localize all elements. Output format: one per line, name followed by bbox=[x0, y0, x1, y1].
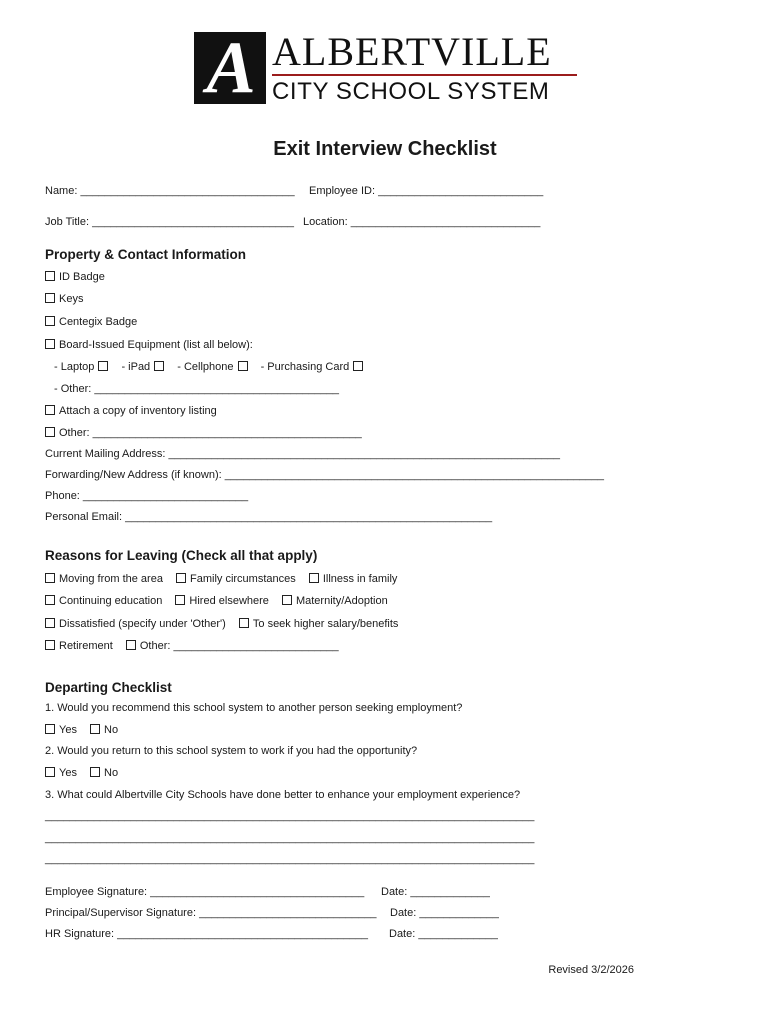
checkbox[interactable] bbox=[45, 427, 55, 437]
reason-maternity: Maternity/Adoption bbox=[295, 595, 388, 607]
hr-date-field[interactable]: Date: _____________ bbox=[389, 928, 498, 940]
hr-signature-field[interactable]: HR Signature: _________________________________________ bbox=[45, 928, 368, 940]
checkbox[interactable] bbox=[45, 595, 55, 605]
equipment-row bbox=[54, 360, 363, 374]
centegix-item[interactable] bbox=[45, 315, 137, 329]
checkbox[interactable] bbox=[45, 640, 55, 650]
cellphone-label: - Cellphone bbox=[177, 361, 234, 373]
question-2-answers bbox=[45, 766, 118, 780]
other-equipment-field[interactable]: - Other: ________________________________________ bbox=[54, 383, 340, 395]
logo-bottom-text: CITY SCHOOL SYSTEM bbox=[272, 78, 550, 105]
revised-date: Revised 3/2/2026 bbox=[548, 964, 634, 976]
checkbox[interactable] bbox=[239, 618, 249, 628]
page-title: Exit Interview Checklist bbox=[273, 138, 497, 160]
reason-other: Other: ___________________________ bbox=[139, 640, 339, 652]
laptop-checkbox[interactable] bbox=[98, 361, 108, 371]
question-1-answers bbox=[45, 723, 118, 737]
principal-date-field[interactable]: Date: _____________ bbox=[390, 907, 499, 919]
forwarding-address-field[interactable]: Forwarding/New Address (if known): ______________________________________________________________ bbox=[45, 469, 605, 481]
logo-letter: A bbox=[206, 27, 256, 109]
checkbox-label: Centegix Badge bbox=[59, 316, 138, 328]
ipad-label: - iPad bbox=[121, 361, 151, 373]
checkbox[interactable] bbox=[45, 405, 55, 415]
phone-field[interactable]: Phone: ___________________________ bbox=[45, 490, 249, 502]
checkbox[interactable] bbox=[126, 640, 136, 650]
checkbox[interactable] bbox=[309, 573, 319, 583]
yes-checkbox[interactable] bbox=[45, 724, 55, 734]
keys-item[interactable] bbox=[45, 292, 83, 306]
employee-id-field[interactable]: Employee ID: ___________________________ bbox=[309, 185, 544, 197]
purchasing-card-checkbox[interactable] bbox=[353, 361, 363, 371]
property-other-item[interactable] bbox=[45, 426, 362, 440]
checkbox-label: Attach a copy of inventory listing bbox=[59, 405, 217, 417]
checkbox[interactable] bbox=[45, 573, 55, 583]
question-1: 1. Would you recommend this school system to another person seeking employment? bbox=[45, 702, 463, 714]
albertville-logo bbox=[194, 27, 584, 109]
checkbox[interactable] bbox=[176, 573, 186, 583]
property-heading: Property & Contact Information bbox=[45, 247, 247, 262]
yes-label: Yes bbox=[59, 724, 77, 736]
checkbox-label: ID Badge bbox=[59, 271, 105, 283]
answer-line[interactable]: ________________________________________________________________________________ bbox=[45, 832, 535, 844]
reasons-row-4 bbox=[45, 639, 339, 653]
checkbox-label: Keys bbox=[59, 293, 84, 305]
yes-checkbox[interactable] bbox=[45, 767, 55, 777]
reasons-row-1 bbox=[45, 572, 397, 586]
reason-illness: Illness in family bbox=[322, 573, 398, 585]
checkbox[interactable] bbox=[45, 316, 55, 326]
location-field[interactable]: Location: _______________________________ bbox=[303, 216, 541, 228]
reasons-heading: Reasons for Leaving (Check all that apply) bbox=[45, 548, 318, 563]
reason-salary: To seek higher salary/benefits bbox=[252, 618, 399, 630]
no-checkbox[interactable] bbox=[90, 767, 100, 777]
reason-moving: Moving from the area bbox=[59, 573, 163, 585]
checkbox-label: Board-Issued Equipment (list all below): bbox=[59, 339, 253, 351]
departing-heading: Departing Checklist bbox=[45, 680, 172, 695]
reasons-row-2 bbox=[45, 594, 388, 608]
laptop-label: - Laptop bbox=[54, 361, 95, 373]
checkbox[interactable] bbox=[45, 293, 55, 303]
checkbox[interactable] bbox=[45, 271, 55, 281]
answer-line[interactable]: ________________________________________________________________________________ bbox=[45, 853, 535, 865]
mailing-address-field[interactable]: Current Mailing Address: ________________________________________________________________ bbox=[45, 448, 561, 460]
cellphone-checkbox[interactable] bbox=[238, 361, 248, 371]
board-equipment-item[interactable] bbox=[45, 338, 253, 352]
reason-retirement: Retirement bbox=[59, 640, 113, 652]
reason-family: Family circumstances bbox=[190, 573, 296, 585]
reason-dissatisfied: Dissatisfied (specify under 'Other') bbox=[59, 618, 226, 630]
ipad-checkbox[interactable] bbox=[154, 361, 164, 371]
reason-education: Continuing education bbox=[59, 595, 163, 607]
no-label: No bbox=[104, 724, 119, 736]
employee-signature-field[interactable]: Employee Signature: ___________________________________ bbox=[45, 886, 365, 898]
job-title-field[interactable]: Job Title: _________________________________ bbox=[45, 216, 294, 228]
reason-hired: Hired elsewhere bbox=[189, 595, 269, 607]
inventory-item[interactable] bbox=[45, 404, 217, 418]
checkbox[interactable] bbox=[282, 595, 292, 605]
checkbox[interactable] bbox=[45, 339, 55, 349]
personal-email-field[interactable]: Personal Email: ____________________________________________________________ bbox=[45, 511, 493, 523]
question-2: 2. Would you return to this school system to work if you had the opportunity? bbox=[45, 745, 418, 757]
answer-line[interactable]: ________________________________________________________________________________ bbox=[45, 810, 535, 822]
checkbox-label: Other: ____________________________________________ bbox=[59, 427, 362, 439]
no-checkbox[interactable] bbox=[90, 724, 100, 734]
logo-mark bbox=[194, 27, 266, 109]
logo-divider bbox=[272, 74, 577, 76]
checkbox[interactable] bbox=[45, 618, 55, 628]
checkbox[interactable] bbox=[175, 595, 185, 605]
question-3: 3. What could Albertville City Schools have done better to enhance your employment experience? bbox=[45, 789, 521, 801]
yes-label: Yes bbox=[59, 767, 77, 779]
no-label: No bbox=[104, 767, 119, 779]
employee-date-field[interactable]: Date: _____________ bbox=[381, 886, 490, 898]
purchasing-card-label: - Purchasing Card bbox=[260, 361, 350, 373]
principal-signature-field[interactable]: Principal/Supervisor Signature: _____________________________ bbox=[45, 907, 377, 919]
logo-top-text: ALBERTVILLE bbox=[272, 29, 552, 74]
reasons-row-3 bbox=[45, 617, 398, 631]
id-badge-item[interactable] bbox=[45, 270, 105, 284]
name-field[interactable]: Name: ___________________________________ bbox=[45, 185, 295, 197]
